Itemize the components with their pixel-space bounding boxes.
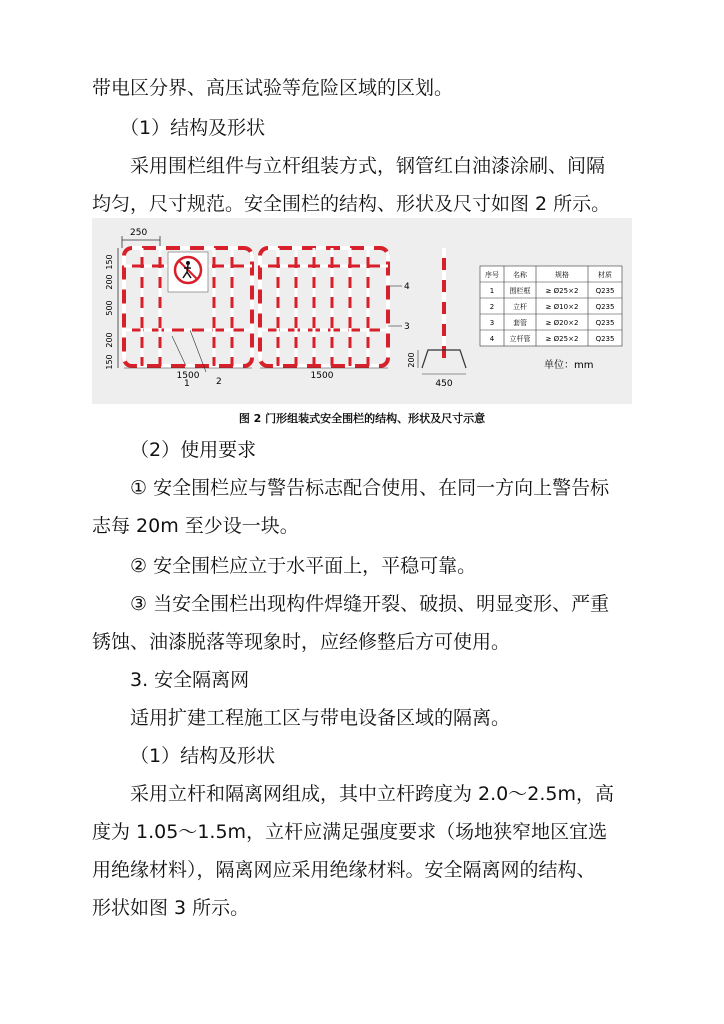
table-cell: 3 (489, 319, 495, 327)
text-line: ② 安全围栏应立于水平面上，平稳可靠。 (130, 555, 477, 577)
section-heading: （1）结构及形状 (120, 117, 266, 139)
table-header: 规格 (555, 271, 569, 279)
table-cell: Q235 (595, 319, 615, 327)
text-line: 带电区分界、高压试验等危险区域的区划。 (92, 77, 454, 99)
dim-v5: 150 (105, 354, 114, 370)
table-cell: 1 (489, 287, 495, 295)
table-cell: ≥ Ø20×2 (545, 319, 579, 327)
table-cell: ≥ Ø10×2 (545, 303, 579, 311)
dim-200: 200 (407, 352, 416, 368)
text-line: 采用围栏组件与立杆组装方式，钢管红白油漆涂刷、间隔 (130, 155, 606, 177)
table-cell: Q235 (595, 287, 615, 295)
fence-panel-left (124, 248, 252, 366)
dim-1500-a: 1500 (176, 371, 200, 381)
text-line: 锈蚀、油漆脱落等现象时，应经修整后方可使用。 (92, 631, 511, 653)
dim-250: 250 (130, 228, 148, 238)
table-cell: 套管 (513, 319, 527, 327)
text-line: 适用扩建工程施工区与带电设备区域的隔离。 (130, 707, 511, 729)
table-cell: ≥ Ø25×2 (545, 335, 579, 343)
dim-1500-b: 1500 (310, 371, 334, 381)
table-header: 序号 (485, 271, 499, 279)
table-cell: 围栏框 (509, 287, 531, 295)
text-line: ③ 当安全围栏出现构件焊缝开裂、破损、明显变形、严重 (130, 593, 610, 615)
table-header: 材质 (598, 271, 612, 279)
fence-side-view (407, 248, 466, 389)
table-cell: ≥ Ø25×2 (545, 287, 579, 295)
callout-4: 4 (404, 282, 410, 292)
text-line: 均匀，尺寸规范。安全围栏的结构、形状及尺寸如图 2 所示。 (92, 193, 611, 215)
text-line: 采用立杆和隔离网组成，其中立杆跨度为 2.0～2.5m，高 (130, 783, 614, 805)
text-line: 用绝缘材料），隔离网应采用绝缘材料。安全隔离网的结构、 (92, 859, 596, 881)
table-cell: 立杆 (513, 303, 527, 311)
table-cell: 立杆管 (509, 335, 531, 343)
table-cell: Q235 (595, 335, 615, 343)
text-line: ① 安全围栏应与警告标志配合使用、在同一方向上警告标 (130, 477, 610, 499)
dim-450: 450 (435, 379, 453, 389)
figure-caption: 图 2 门形组装式安全围栏的结构、形状及尺寸示意 (238, 412, 486, 425)
fence-figure (92, 218, 632, 404)
spec-table (480, 266, 622, 346)
callout-2: 2 (216, 377, 222, 387)
section-heading: （1）结构及形状 (130, 745, 276, 767)
dim-v2: 200 (105, 274, 114, 290)
text-line: 形状如图 3 所示。 (92, 897, 250, 919)
dim-v4: 200 (105, 332, 114, 348)
callout-1: 1 (184, 379, 190, 389)
dim-v1: 150 (105, 254, 114, 270)
fence-panel-right (260, 248, 388, 366)
table-cell: Q235 (595, 303, 615, 311)
text-line: 度为 1.05～1.5m，立杆应满足强度要求（场地狭窄地区宜选 (92, 821, 608, 843)
table-cell: 2 (489, 303, 495, 311)
table-cell: 4 (489, 335, 495, 343)
section-heading: 3. 安全隔离网 (130, 669, 250, 691)
text-line: 志每 20m 至少设一块。 (92, 515, 299, 537)
section-heading: （2）使用要求 (130, 439, 257, 461)
fence-diagram (92, 218, 632, 404)
table-header: 名称 (513, 271, 527, 279)
dim-v3: 500 (105, 300, 114, 316)
callout-3: 3 (404, 322, 410, 332)
unit-label: 单位：mm (544, 360, 594, 371)
